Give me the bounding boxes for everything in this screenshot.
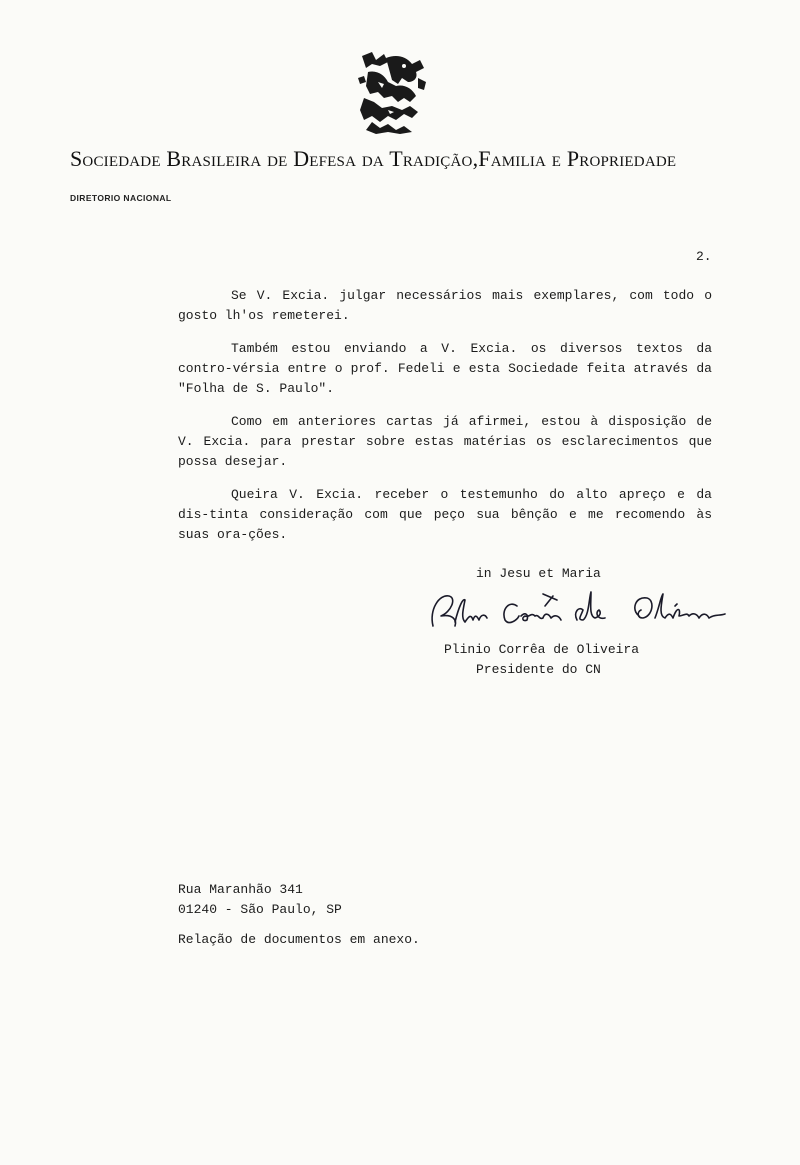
closing-salutation: in Jesu et Maria — [476, 566, 601, 581]
page-number: 2. — [696, 249, 712, 264]
handwritten-signature — [425, 586, 735, 632]
letter-body — [178, 286, 712, 558]
department-label: DIRETORIO NACIONAL — [70, 193, 172, 203]
annex-note: Relação de documentos em anexo. — [178, 932, 420, 947]
paragraph: Também estou enviando a V. Excia. os diversos textos da contro-vérsia entre o prof. Fedeli e esta Sociedade feita através da "Folha de S. Paulo". — [178, 341, 712, 396]
organization-name: Sociedade Brasileira de Defesa da Tradição,Familia e Propriedade — [70, 146, 677, 171]
signer-title: Presidente do CN — [476, 662, 601, 677]
address-block — [178, 880, 342, 920]
address-city: 01240 - São Paulo, SP — [178, 902, 342, 917]
paragraph: Queira V. Excia. receber o testemunho do alto apreço e da dis-tinta consideração com que peço sua bênção e me recomendo às suas ora-ções. — [178, 487, 712, 542]
heraldic-lion-icon — [358, 52, 428, 134]
paragraph: Como em anteriores cartas já afirmei, estou à disposição de V. Excia. para prestar sobre estas matérias os esclarecimentos que possa desejar. — [178, 414, 712, 469]
address-street: Rua Maranhão 341 — [178, 882, 303, 897]
paragraph: Se V. Excia. julgar necessários mais exemplares, com todo o gosto lh'os remeterei. — [178, 288, 712, 323]
signer-block — [444, 640, 639, 680]
signer-name: Plinio Corrêa de Oliveira — [444, 642, 640, 657]
